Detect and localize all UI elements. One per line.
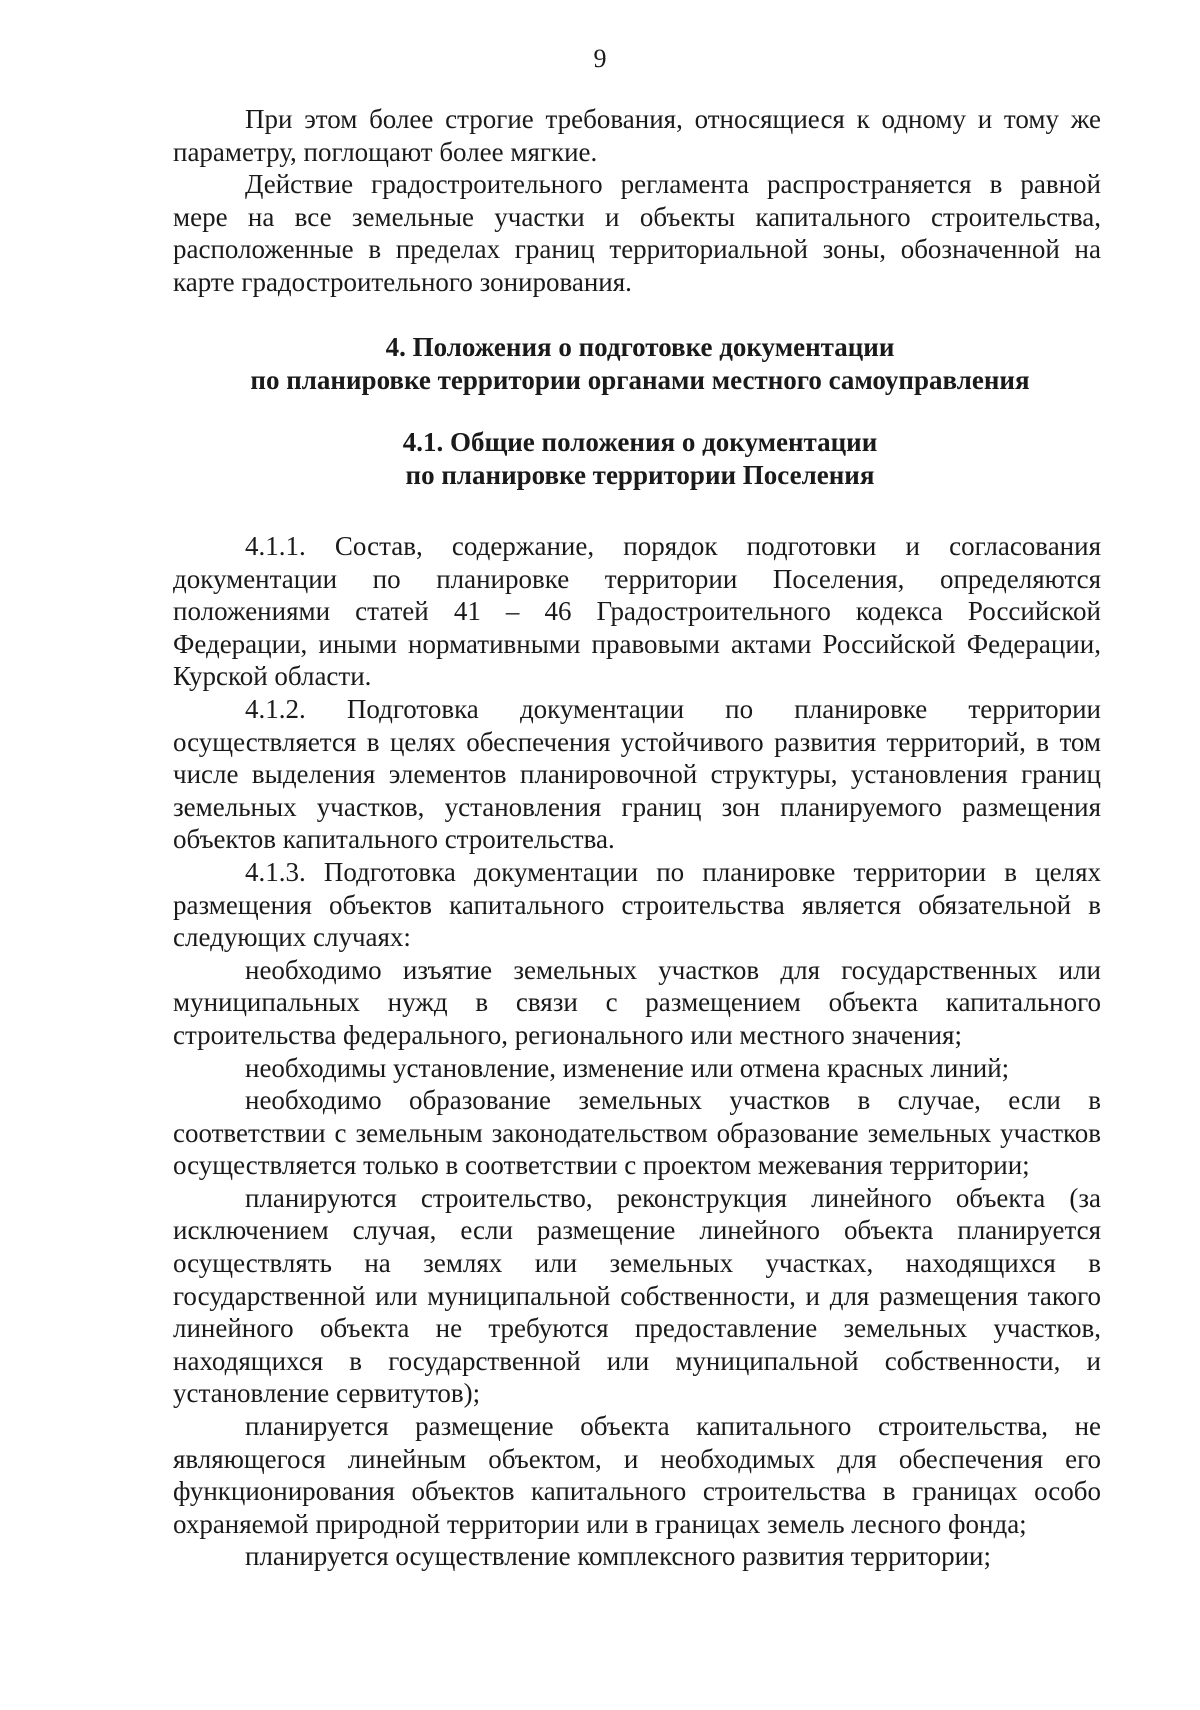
paragraph: планируется размещение объекта капитального строительства, не являющегося линейным объектом, и необходимых для обеспечения его функционирования объектов капитального строительства в границах особо охраняемой природной территории или в границах земель лесного фонда; — [173, 1411, 1101, 1539]
paragraph: необходимо изъятие земельных участков для государственных или муниципальных нужд в связи с размещением объекта капитального строительства федерального, регионального или местного значения; — [173, 954, 1101, 1050]
intro-text — [173, 103, 1101, 299]
paragraph: планируется осуществление комплексного развития территории; — [245, 1541, 991, 1572]
section-heading — [120, 331, 1160, 397]
subsection-heading — [120, 426, 1160, 492]
paragraph: 4.1.2. Подготовка документации по планировке территории осуществляется в целях обеспечения устойчивого развития территорий, в том числе выделения элементов планировочной структуры, установления границ земельных участков, установления границ зон планируемого размещения объектов капитального строительства. — [173, 693, 1101, 855]
paragraph: 4.1.3. Подготовка документации по планировке территории в целях размещения объектов капитального строительства является обязательной в следующих случаях: — [173, 856, 1101, 953]
subsection-heading-line: по планировке территории Поселения — [405, 460, 875, 490]
body-text — [173, 530, 1101, 1573]
paragraph: 4.1.1. Состав, содержание, порядок подготовки и согласования документации по планировке территории Поселения, определяются положениями статей 41 – 46 Градостроительного кодекса Российской Федерации, иными нормативными правовыми актами Российской Федерации, Курской области. — [173, 531, 1101, 692]
paragraph: Действие градостроительного регламента распространяется в равной мере на все земельные участки и объекты капитального строительства, расположенные в пределах границ территориальной зоны, обозначенной на карте градостроительного зонирования. — [173, 169, 1101, 297]
paragraph: При этом более строгие требования, относящиеся к одному и тому же параметру, поглощают более мягкие. — [173, 104, 1101, 167]
paragraph: необходимы установление, изменение или отмена красных линий; — [245, 1052, 1010, 1083]
paragraph: планируются строительство, реконструкция линейного объекта (за исключением случая, если размещение линейного объекта планируется осуществлять на землях или земельных участках, находящихся в государственной или муниципальной собственности, и для размещения такого линейного объекта не требуются предоставление земельных участков, находящихся в государственной или муниципальной собственности, и установление сервитутов); — [173, 1182, 1101, 1409]
section-heading-line: по планировке территории органами местного самоуправления — [250, 365, 1030, 395]
section-heading-line: 4. Положения о подготовке документации — [385, 332, 895, 362]
subsection-heading-line: 4.1. Общие положения о документации — [402, 427, 878, 457]
paragraph: необходимо образование земельных участков в случае, если в соответствии с земельным законодательством образование земельных участков осуществляется только в соответствии с проектом межевания территории; — [173, 1085, 1101, 1181]
page-number: 9 — [593, 44, 607, 73]
